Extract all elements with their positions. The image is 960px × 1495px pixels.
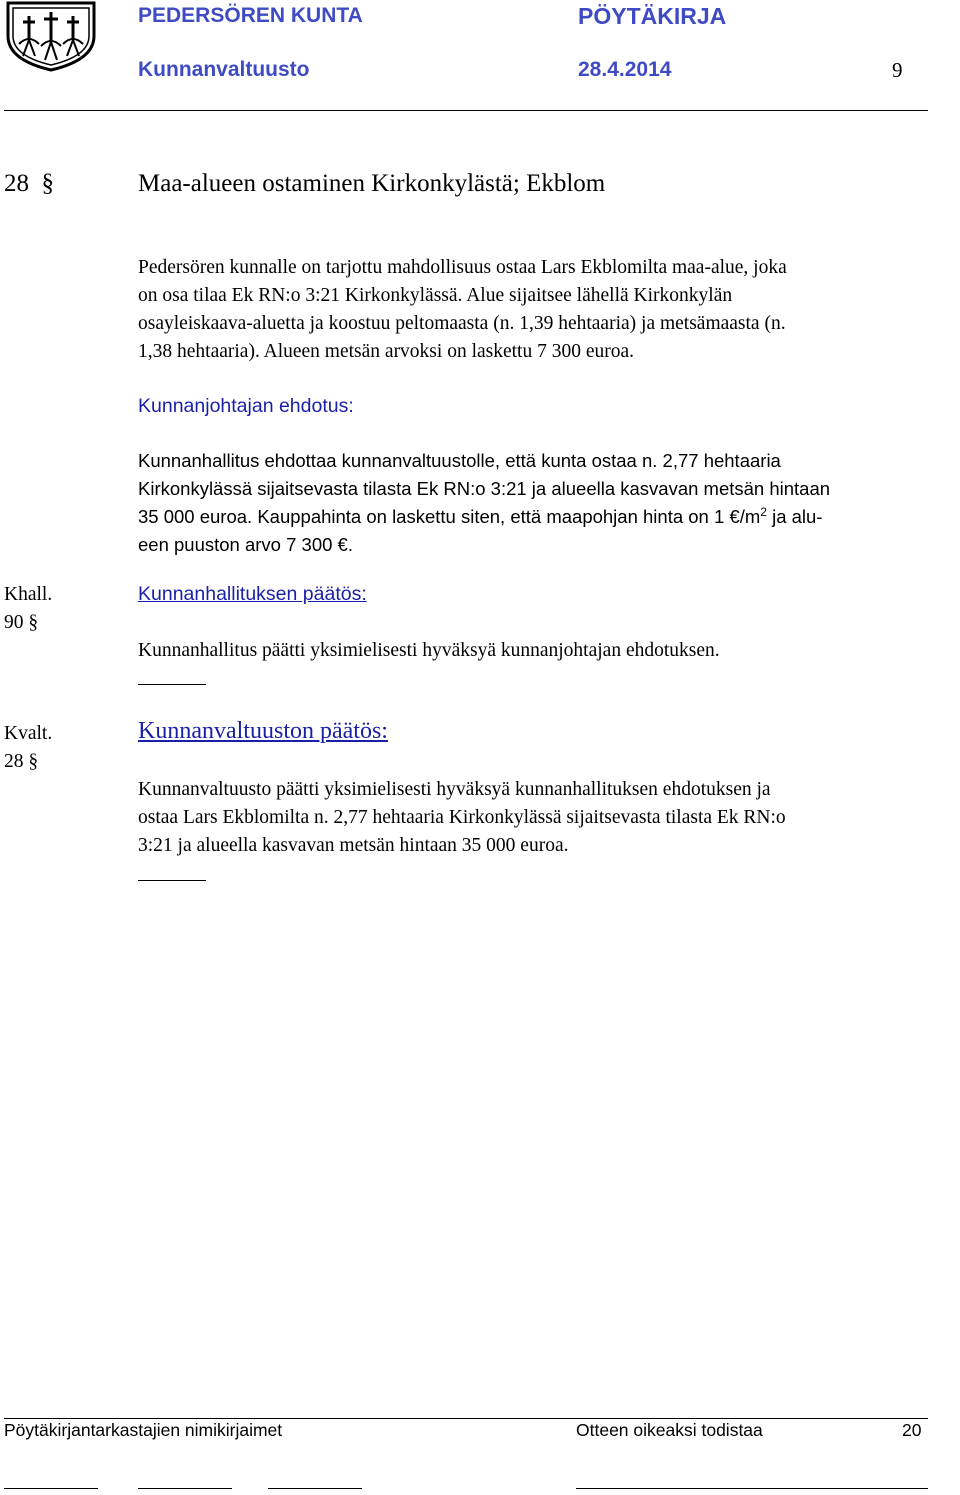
intro-line: osayleiskaava-aluetta ja koostuu peltomaasta (n. 1,39 hehtaaria) ja metsämaasta (n. <box>138 313 786 334</box>
proposal-heading: Kunnanjohtajan ehdotus: <box>138 395 354 417</box>
section-title: Maa-alueen ostaminen Kirkonkylästä; Ekblom <box>138 170 606 197</box>
intro-line: Pedersören kunnalle on tarjottu mahdollisuus ostaa Lars Ekblomilta maa-alue, joka <box>138 257 787 278</box>
footer-initials-label: Pöytäkirjantarkastajien nimikirjaimet <box>4 1420 283 1440</box>
signature-line <box>268 1488 362 1489</box>
council-line: Kunnanvaltuusto päätti yksimielisesti hyväksyä kunnanhallituksen ehdotuksen ja <box>138 779 771 800</box>
intro-paragraph <box>138 254 787 366</box>
council-line: ostaa Lars Ekblomilta n. 2,77 hehtaaria Kirkonkylässä sijaitsevasta tilasta Ek RN:o <box>138 807 786 828</box>
signature-line <box>138 1488 232 1489</box>
section-symbol: § <box>28 612 39 633</box>
intro-line: on osa tilaa Ek RN:o 3:21 Kirkonkylässä. Alue sijaitsee lähellä Kirkonkylän <box>138 285 733 306</box>
footer-rule <box>4 1418 928 1419</box>
council-line: 3:21 ja alueella kasvavan metsän hintaan 35 000 euroa. <box>138 835 569 856</box>
intro-line: 1,38 hehtaaria). Alueen metsän arvoksi on laskettu 7 300 euroa. <box>138 341 635 362</box>
separator-line <box>138 684 206 685</box>
proposal-paragraph <box>138 447 830 559</box>
section-symbol: § <box>28 751 39 772</box>
section-symbol: § <box>41 170 54 197</box>
meeting-body: Kunnanvaltuusto <box>138 58 310 81</box>
board-decision-text: Kunnanhallitus päätti yksimielisesti hyväksyä kunnanjohtajan ehdotuksen. <box>138 640 720 661</box>
proposal-line: Kunnanhallitus ehdottaa kunnanvaltuustolle, että kunta ostaa n. 2,77 hehtaaria <box>138 450 781 471</box>
page-number: 9 <box>892 58 903 82</box>
document-type: PÖYTÄKIRJA <box>578 3 727 29</box>
section-number: 28 § <box>4 170 54 197</box>
signature-line <box>4 1488 98 1489</box>
meeting-date: 28.4.2014 <box>578 58 672 81</box>
board-side-label: Khall. 90 § <box>4 584 53 633</box>
council-decision-heading: Kunnanvaltuuston päätös: <box>138 718 388 744</box>
municipality-name: PEDERSÖREN KUNTA <box>138 4 363 27</box>
proposal-line: een puuston arvo 7 300 €. <box>138 534 353 555</box>
board-decision-heading: Kunnanhallituksen päätös: <box>138 583 367 605</box>
superscript: 2 <box>760 504 767 519</box>
council-decision-paragraph <box>138 776 786 860</box>
header-rule <box>4 110 928 111</box>
signature-line <box>576 1488 928 1489</box>
footer-page-number: 20 <box>902 1420 922 1440</box>
coat-of-arms-icon <box>5 0 97 72</box>
proposal-line: 35 000 euroa. Kauppahinta on laskettu siten, että maapohjan hinta on 1 $€/m^2$ ja alu- <box>138 504 823 527</box>
council-side-label: Kvalt. 28 § <box>4 723 53 772</box>
footer-certify-label: Otteen oikeaksi todistaa <box>576 1420 763 1440</box>
separator-line <box>138 880 206 881</box>
proposal-line: Kirkonkylässä sijaitsevasta tilasta Ek RN:o 3:21 ja alueella kasvavan metsän hintaan <box>138 478 831 499</box>
